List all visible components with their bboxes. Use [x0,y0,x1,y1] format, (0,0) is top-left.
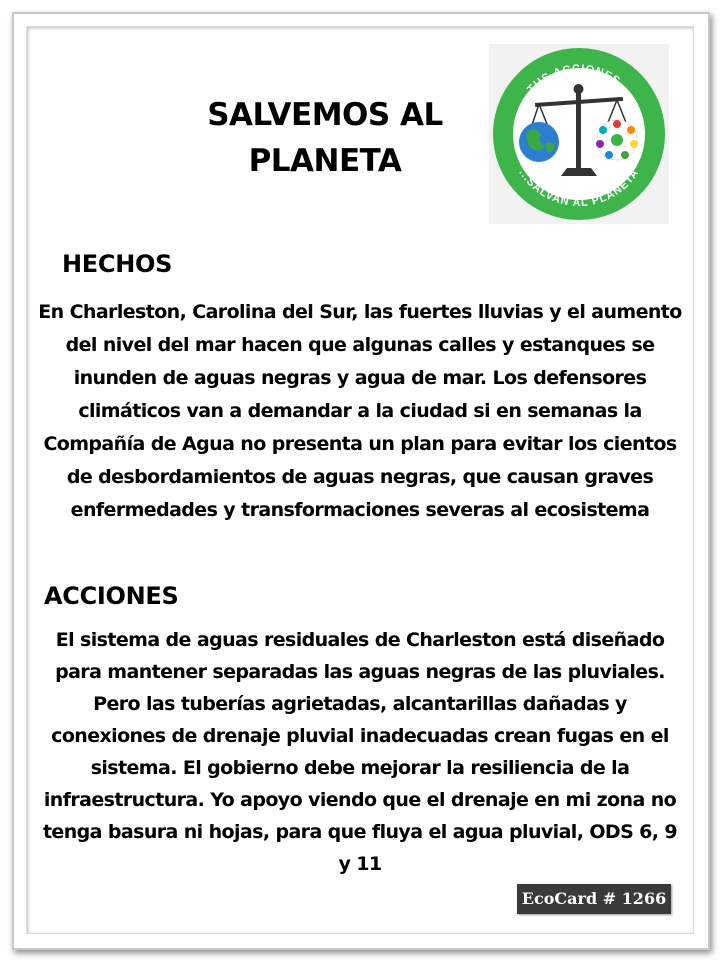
logo-bottom-text: ...SALVAN AL PLANETA [516,166,642,210]
ecocard-badge: EcoCard # 1266 [517,884,671,914]
logo-top-text: TUS ACCIONES... [525,62,633,96]
scale-with-earth-and-people-icon [489,44,669,224]
logo [489,44,669,224]
hechos-heading: HECHOS [62,250,173,278]
page-title: SALVEMOS AL PLANETA [207,97,443,179]
acciones-heading: ACCIONES [44,582,179,610]
hechos-text: En Charleston, Carolina del Sur, las fuertes lluvias y el aumento del nivel del mar hacen que algunas calles y estanques se inunden de aguas negras y agua de mar. Los defensores climáticos van a demandar a la ciudad si en semanas la Compañía de Agua no presenta un plan para evitar los cientos de desbordamientos de aguas negras, que causan graves enfermedades y transformaciones severas al ecosistema [38,301,682,521]
acciones-text: El sistema de aguas residuales de Charleston está diseñado para mantener separadas las aguas negras de las pluviales. Pero las tuberías agrietadas, alcantarillas dañadas y conexiones de drenaje pluvial inadecuadas crean fugas en el sistema. El gobierno debe mejorar la resiliencia de la infraestructura. Yo apoyo viendo que el drenaje en mi zona no tenga basura ni hojas, para que fluya el agua pluvial, ODS 6, 9 y 11 [42,629,678,875]
